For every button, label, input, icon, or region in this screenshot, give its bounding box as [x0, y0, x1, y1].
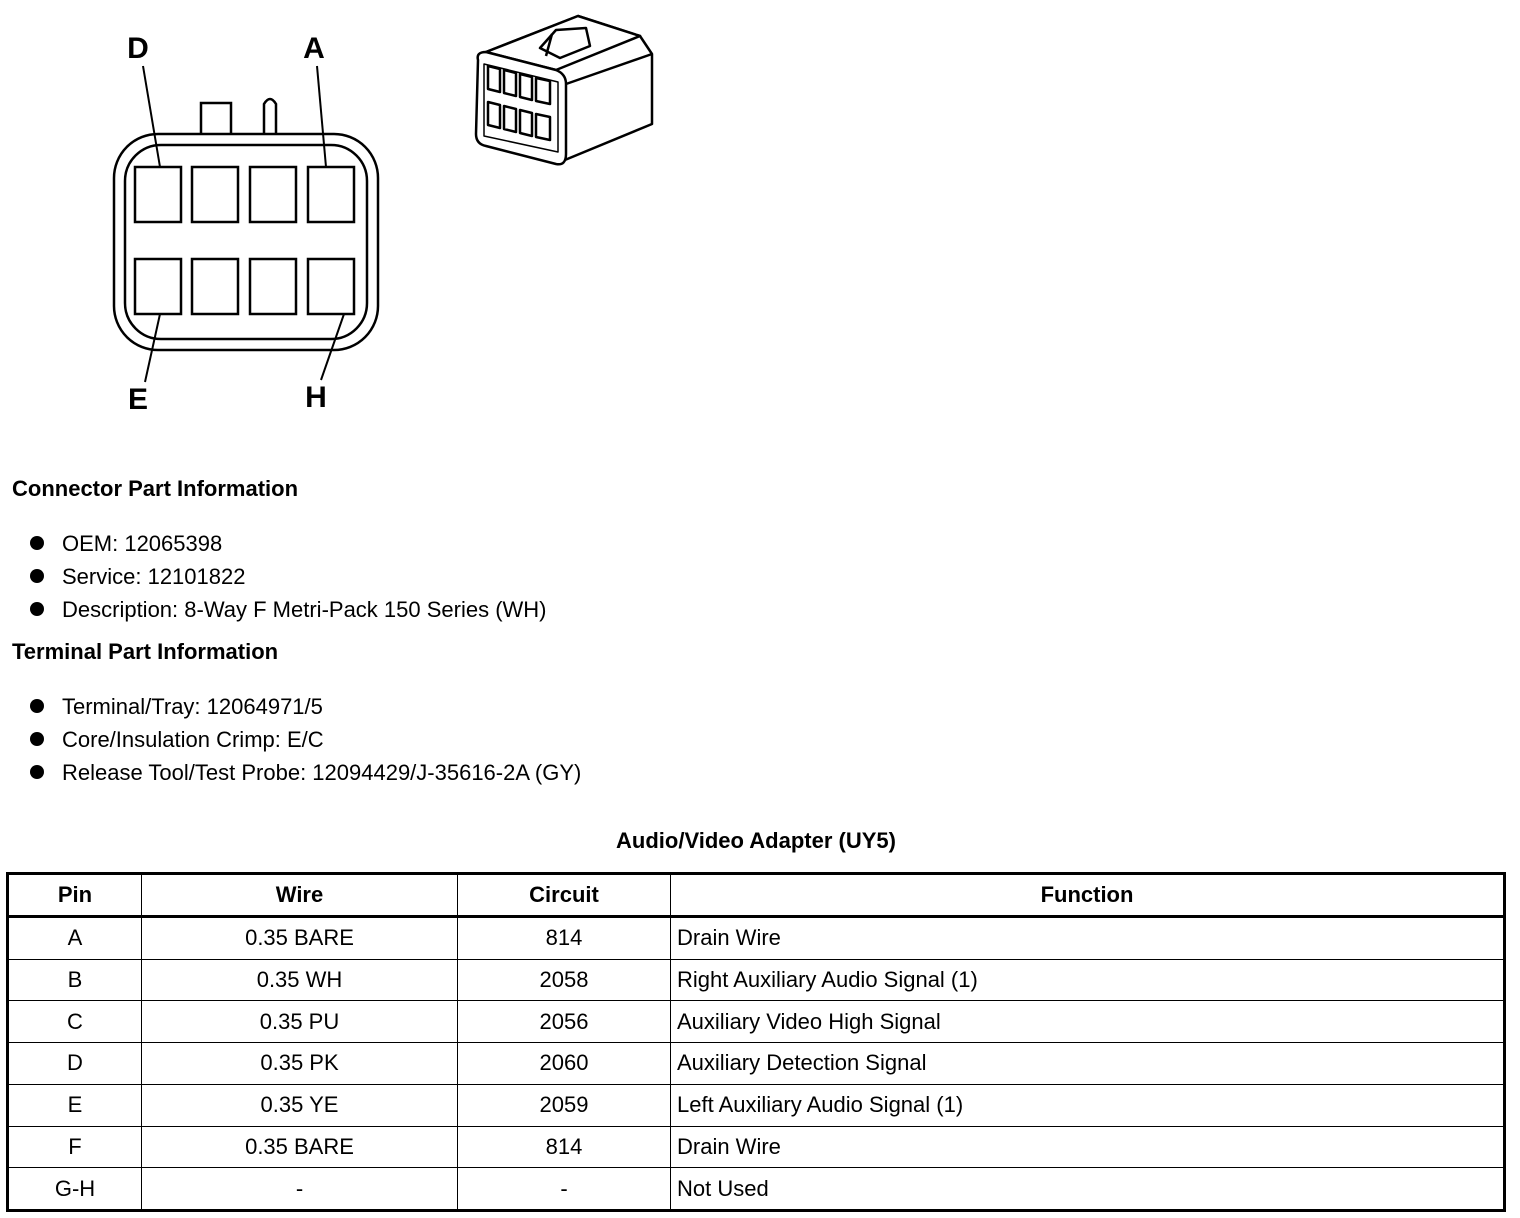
cell-circuit: 814: [458, 1126, 671, 1168]
cell-function: Right Auxiliary Audio Signal (1): [671, 959, 1505, 1001]
table-row: [8, 1043, 1505, 1085]
cell-circuit: 2059: [458, 1084, 671, 1126]
connector-face-view: [114, 66, 378, 382]
bullet-icon: [30, 732, 44, 746]
cell-pin: C: [8, 1001, 142, 1043]
cell-pin: E: [8, 1084, 142, 1126]
connector-3d-view: [476, 0, 652, 164]
table-header-row: [8, 874, 1505, 917]
cell-function: Auxiliary Detection Signal: [671, 1043, 1505, 1085]
bullet-icon: [30, 536, 44, 550]
header-pin: Pin: [8, 874, 142, 917]
cell-wire: 0.35 PK: [142, 1043, 458, 1085]
list-item: [30, 527, 547, 560]
cell-circuit: 814: [458, 917, 671, 960]
table-row: [8, 917, 1505, 960]
terminal-tray: Terminal/Tray: 12064971/5: [62, 694, 323, 719]
connector-info-heading: Connector Part Information: [12, 476, 299, 501]
cell-circuit: -: [458, 1168, 671, 1211]
header-wire: Wire: [142, 874, 458, 917]
list-item: [30, 723, 581, 756]
cell-circuit: 2058: [458, 959, 671, 1001]
pin-label-h: H: [305, 381, 327, 414]
connector-oem: OEM: 12065398: [62, 531, 223, 556]
terminal-info-list: [30, 690, 581, 789]
pin-label-e: E: [127, 383, 149, 416]
connector-description: Description: 8-Way F Metri-Pack 150 Series (WH): [62, 597, 547, 622]
list-item: [30, 756, 581, 789]
cell-function: Left Auxiliary Audio Signal (1): [671, 1084, 1505, 1126]
bullet-icon: [30, 569, 44, 583]
cell-circuit: 2060: [458, 1043, 671, 1085]
cell-function: Auxiliary Video High Signal: [671, 1001, 1505, 1043]
cell-function: Drain Wire: [671, 1126, 1505, 1168]
table-row: [8, 1084, 1505, 1126]
cell-wire: 0.35 WH: [142, 959, 458, 1001]
terminal-crimp: Core/Insulation Crimp: E/C: [62, 727, 324, 752]
connector-service: Service: 12101822: [62, 564, 246, 589]
list-item: [30, 593, 547, 626]
pin-label-d: D: [127, 32, 149, 65]
header-circuit: Circuit: [458, 874, 671, 917]
cell-wire: 0.35 PU: [142, 1001, 458, 1043]
cell-pin: B: [8, 959, 142, 1001]
pinout-table: [6, 872, 1506, 1212]
cell-wire: 0.35 BARE: [142, 917, 458, 960]
connector-diagram: [0, 0, 700, 440]
list-item: [30, 560, 547, 593]
cell-function: Drain Wire: [671, 917, 1505, 960]
terminal-release-tool: Release Tool/Test Probe: 12094429/J-35616-2A (GY): [62, 760, 582, 785]
cell-wire: 0.35 YE: [142, 1084, 458, 1126]
table-row: [8, 1126, 1505, 1168]
table-row: [8, 1001, 1505, 1043]
pin-label-a: A: [303, 32, 325, 65]
bullet-icon: [30, 765, 44, 779]
terminal-info-heading: Terminal Part Information: [12, 639, 279, 664]
header-function: Function: [671, 874, 1505, 917]
cell-pin: G-H: [8, 1168, 142, 1211]
table-row: [8, 959, 1505, 1001]
cell-pin: A: [8, 917, 142, 960]
cell-function: Not Used: [671, 1168, 1505, 1211]
cell-pin: D: [8, 1043, 142, 1085]
list-item: [30, 690, 581, 723]
bullet-icon: [30, 699, 44, 713]
connector-info-list: [30, 527, 547, 626]
cell-circuit: 2056: [458, 1001, 671, 1043]
cell-wire: 0.35 BARE: [142, 1126, 458, 1168]
table-row: [8, 1168, 1505, 1211]
bullet-icon: [30, 602, 44, 616]
cell-pin: F: [8, 1126, 142, 1168]
table-title: Audio/Video Adapter (UY5): [616, 828, 896, 853]
cell-wire: -: [142, 1168, 458, 1211]
